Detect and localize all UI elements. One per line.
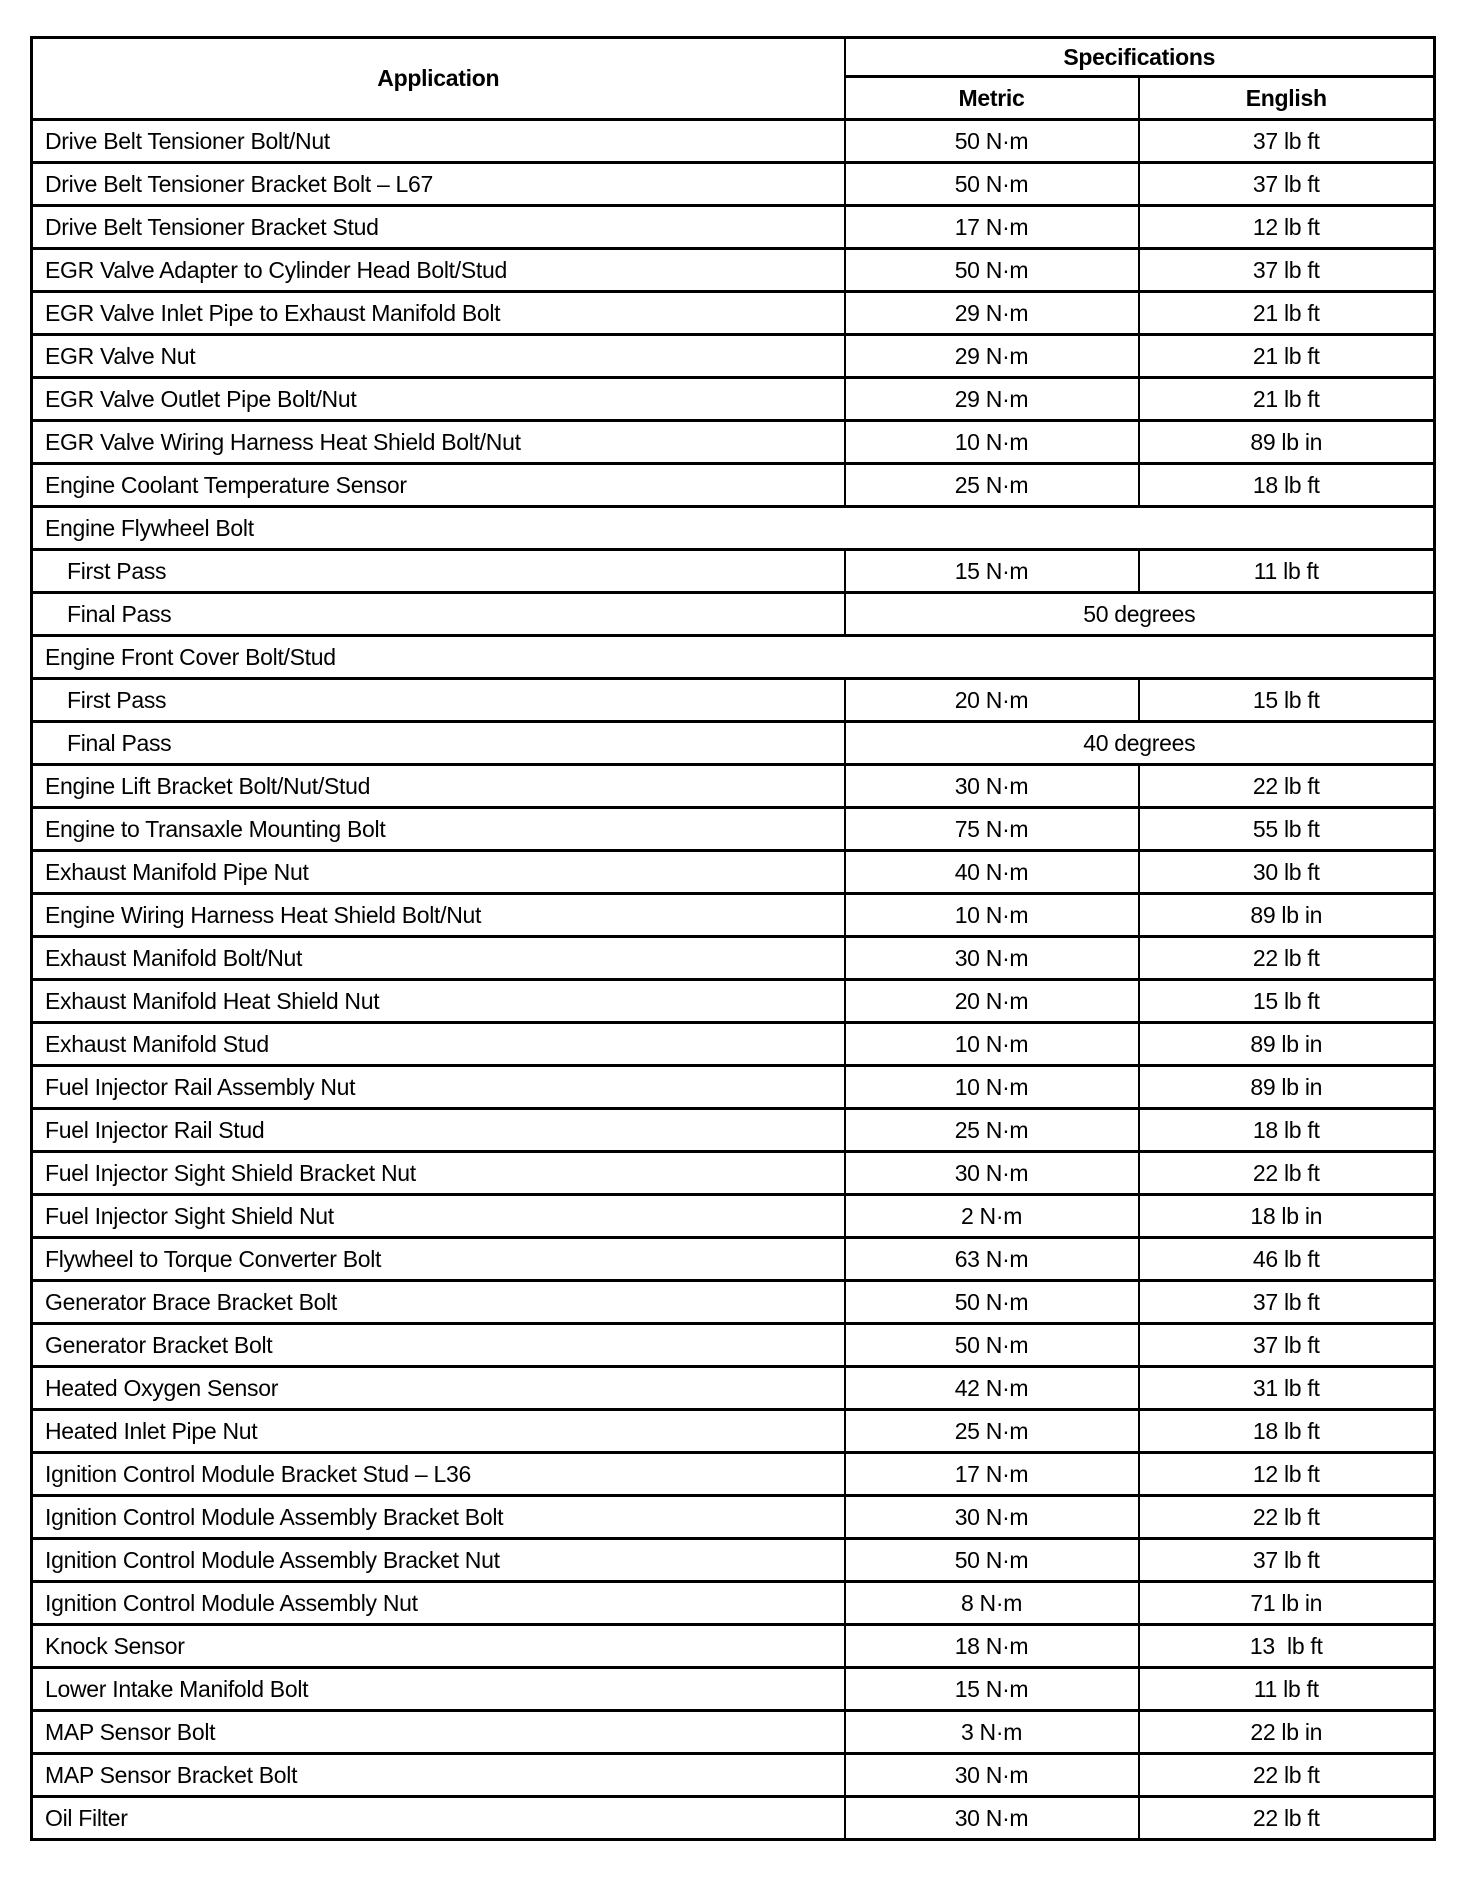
- table-row: [32, 1152, 1435, 1195]
- specification-cell: 40 degrees: [845, 722, 1435, 765]
- table-row: [32, 1195, 1435, 1238]
- metric-cell: 2 N·m: [845, 1195, 1139, 1238]
- table-row: [32, 722, 1435, 765]
- table-row: [32, 593, 1435, 636]
- metric-cell: 25 N·m: [845, 464, 1139, 507]
- application-cell: Drive Belt Tensioner Bracket Stud: [32, 206, 845, 249]
- english-cell: 22 lb ft: [1139, 1797, 1435, 1840]
- application-cell: Fuel Injector Sight Shield Bracket Nut: [32, 1152, 845, 1195]
- english-cell: 22 lb ft: [1139, 1754, 1435, 1797]
- table-row: [32, 1539, 1435, 1582]
- metric-cell: 50 N·m: [845, 163, 1139, 206]
- table-row: [32, 335, 1435, 378]
- application-cell: EGR Valve Adapter to Cylinder Head Bolt/Stud: [32, 249, 845, 292]
- application-cell: Drive Belt Tensioner Bolt/Nut: [32, 120, 845, 163]
- table-row: [32, 292, 1435, 335]
- metric-cell: 29 N·m: [845, 292, 1139, 335]
- metric-cell: 30 N·m: [845, 1496, 1139, 1539]
- metric-cell: 15 N·m: [845, 550, 1139, 593]
- application-cell: EGR Valve Outlet Pipe Bolt/Nut: [32, 378, 845, 421]
- english-cell: 89 lb in: [1139, 894, 1435, 937]
- application-cell: Fuel Injector Sight Shield Nut: [32, 1195, 845, 1238]
- table-row: [32, 808, 1435, 851]
- application-cell: Exhaust Manifold Pipe Nut: [32, 851, 845, 894]
- table-row: [32, 1754, 1435, 1797]
- metric-cell: 29 N·m: [845, 335, 1139, 378]
- application-cell: Generator Brace Bracket Bolt: [32, 1281, 845, 1324]
- table-row: [32, 1109, 1435, 1152]
- english-cell: 46 lb ft: [1139, 1238, 1435, 1281]
- application-cell: Heated Inlet Pipe Nut: [32, 1410, 845, 1453]
- metric-cell: 15 N·m: [845, 1668, 1139, 1711]
- english-cell: 37 lb ft: [1139, 120, 1435, 163]
- english-cell: 55 lb ft: [1139, 808, 1435, 851]
- application-cell: Ignition Control Module Assembly Bracket Bolt: [32, 1496, 845, 1539]
- metric-cell: 30 N·m: [845, 1797, 1139, 1840]
- table-row: [32, 421, 1435, 464]
- table-row: [32, 1625, 1435, 1668]
- english-cell: 89 lb in: [1139, 1023, 1435, 1066]
- application-cell: Ignition Control Module Assembly Nut: [32, 1582, 845, 1625]
- metric-cell: 40 N·m: [845, 851, 1139, 894]
- metric-cell: 10 N·m: [845, 1023, 1139, 1066]
- application-cell: Generator Bracket Bolt: [32, 1324, 845, 1367]
- table-row: [32, 980, 1435, 1023]
- english-cell: 89 lb in: [1139, 421, 1435, 464]
- torque-specifications-table: [30, 36, 1436, 1841]
- table-row: [32, 1324, 1435, 1367]
- application-cell: Engine Wiring Harness Heat Shield Bolt/Nut: [32, 894, 845, 937]
- english-cell: 37 lb ft: [1139, 1324, 1435, 1367]
- english-cell: 22 lb ft: [1139, 1496, 1435, 1539]
- metric-cell: 75 N·m: [845, 808, 1139, 851]
- specification-cell: 50 degrees: [845, 593, 1435, 636]
- table-row: [32, 851, 1435, 894]
- english-cell: 21 lb ft: [1139, 335, 1435, 378]
- application-cell: MAP Sensor Bolt: [32, 1711, 845, 1754]
- application-cell: Fuel Injector Rail Stud: [32, 1109, 845, 1152]
- application-cell: Final Pass: [32, 593, 845, 636]
- metric-cell: 30 N·m: [845, 765, 1139, 808]
- application-cell: Engine Coolant Temperature Sensor: [32, 464, 845, 507]
- english-cell: 22 lb in: [1139, 1711, 1435, 1754]
- english-cell: 37 lb ft: [1139, 249, 1435, 292]
- table-body: [32, 120, 1435, 1840]
- metric-cell: 3 N·m: [845, 1711, 1139, 1754]
- english-cell: 22 lb ft: [1139, 1152, 1435, 1195]
- application-cell: EGR Valve Inlet Pipe to Exhaust Manifold Bolt: [32, 292, 845, 335]
- english-cell: 15 lb ft: [1139, 980, 1435, 1023]
- table-group-row: [32, 507, 1435, 550]
- table-row: [32, 1023, 1435, 1066]
- english-cell: 12 lb ft: [1139, 206, 1435, 249]
- table-row: [32, 1496, 1435, 1539]
- application-cell: Flywheel to Torque Converter Bolt: [32, 1238, 845, 1281]
- metric-cell: 25 N·m: [845, 1410, 1139, 1453]
- application-cell: Exhaust Manifold Bolt/Nut: [32, 937, 845, 980]
- metric-cell: 50 N·m: [845, 249, 1139, 292]
- metric-cell: 50 N·m: [845, 1539, 1139, 1582]
- table-row: [32, 765, 1435, 808]
- application-cell: Heated Oxygen Sensor: [32, 1367, 845, 1410]
- header-specifications: Specifications: [845, 38, 1435, 77]
- application-cell: Exhaust Manifold Stud: [32, 1023, 845, 1066]
- table-group-row: [32, 636, 1435, 679]
- application-cell: Fuel Injector Rail Assembly Nut: [32, 1066, 845, 1109]
- english-cell: 31 lb ft: [1139, 1367, 1435, 1410]
- english-cell: 21 lb ft: [1139, 292, 1435, 335]
- header-english: English: [1139, 77, 1435, 120]
- table-row: [32, 1711, 1435, 1754]
- english-cell: 12 lb ft: [1139, 1453, 1435, 1496]
- english-cell: 18 lb ft: [1139, 1109, 1435, 1152]
- metric-cell: 30 N·m: [845, 1152, 1139, 1195]
- metric-cell: 10 N·m: [845, 1066, 1139, 1109]
- metric-cell: 20 N·m: [845, 980, 1139, 1023]
- table-row: [32, 1367, 1435, 1410]
- application-cell: Engine to Transaxle Mounting Bolt: [32, 808, 845, 851]
- english-cell: 22 lb ft: [1139, 937, 1435, 980]
- table-row: [32, 1281, 1435, 1324]
- metric-cell: 17 N·m: [845, 206, 1139, 249]
- application-cell: Engine Lift Bracket Bolt/Nut/Stud: [32, 765, 845, 808]
- table-row: [32, 464, 1435, 507]
- metric-cell: 25 N·m: [845, 1109, 1139, 1152]
- application-cell: Ignition Control Module Bracket Stud – L36: [32, 1453, 845, 1496]
- english-cell: 21 lb ft: [1139, 378, 1435, 421]
- english-cell: 37 lb ft: [1139, 1539, 1435, 1582]
- metric-cell: 63 N·m: [845, 1238, 1139, 1281]
- english-cell: 71 lb in: [1139, 1582, 1435, 1625]
- header-metric: Metric: [845, 77, 1139, 120]
- header-application: Application: [32, 38, 845, 120]
- metric-cell: 29 N·m: [845, 378, 1139, 421]
- table-row: [32, 1668, 1435, 1711]
- metric-cell: 30 N·m: [845, 1754, 1139, 1797]
- table-row: [32, 1582, 1435, 1625]
- table-row: [32, 1410, 1435, 1453]
- table-row: [32, 206, 1435, 249]
- metric-cell: 8 N·m: [845, 1582, 1139, 1625]
- english-cell: 11 lb ft: [1139, 550, 1435, 593]
- application-cell: Knock Sensor: [32, 1625, 845, 1668]
- english-cell: 18 lb in: [1139, 1195, 1435, 1238]
- metric-cell: 10 N·m: [845, 421, 1139, 464]
- application-cell: EGR Valve Nut: [32, 335, 845, 378]
- table-row: [32, 249, 1435, 292]
- application-cell: Engine Flywheel Bolt: [32, 507, 1435, 550]
- application-cell: Final Pass: [32, 722, 845, 765]
- table-header: [32, 38, 1435, 120]
- metric-cell: 10 N·m: [845, 894, 1139, 937]
- english-cell: 18 lb ft: [1139, 1410, 1435, 1453]
- application-cell: Exhaust Manifold Heat Shield Nut: [32, 980, 845, 1023]
- application-cell: Drive Belt Tensioner Bracket Bolt – L67: [32, 163, 845, 206]
- table-row: [32, 937, 1435, 980]
- table-row: [32, 378, 1435, 421]
- metric-cell: 50 N·m: [845, 1324, 1139, 1367]
- application-cell: Engine Front Cover Bolt/Stud: [32, 636, 1435, 679]
- english-cell: 30 lb ft: [1139, 851, 1435, 894]
- table-row: [32, 894, 1435, 937]
- english-cell: 22 lb ft: [1139, 765, 1435, 808]
- table-row: [32, 550, 1435, 593]
- application-cell: First Pass: [32, 679, 845, 722]
- application-cell: Ignition Control Module Assembly Bracket Nut: [32, 1539, 845, 1582]
- table-row: [32, 1066, 1435, 1109]
- application-cell: Oil Filter: [32, 1797, 845, 1840]
- english-cell: 37 lb ft: [1139, 1281, 1435, 1324]
- english-cell: 15 lb ft: [1139, 679, 1435, 722]
- metric-cell: 30 N·m: [845, 937, 1139, 980]
- english-cell: 11 lb ft: [1139, 1668, 1435, 1711]
- english-cell: 89 lb in: [1139, 1066, 1435, 1109]
- metric-cell: 50 N·m: [845, 1281, 1139, 1324]
- application-cell: Lower Intake Manifold Bolt: [32, 1668, 845, 1711]
- table-row: [32, 120, 1435, 163]
- table-row: [32, 163, 1435, 206]
- application-cell: EGR Valve Wiring Harness Heat Shield Bolt/Nut: [32, 421, 845, 464]
- application-cell: First Pass: [32, 550, 845, 593]
- metric-cell: 42 N·m: [845, 1367, 1139, 1410]
- metric-cell: 18 N·m: [845, 1625, 1139, 1668]
- application-cell: MAP Sensor Bracket Bolt: [32, 1754, 845, 1797]
- table-row: [32, 1797, 1435, 1840]
- english-cell: 37 lb ft: [1139, 163, 1435, 206]
- table-row: [32, 1453, 1435, 1496]
- english-cell: 13 lb ft: [1139, 1625, 1435, 1668]
- table-row: [32, 1238, 1435, 1281]
- table-row: [32, 679, 1435, 722]
- metric-cell: 20 N·m: [845, 679, 1139, 722]
- metric-cell: 50 N·m: [845, 120, 1139, 163]
- metric-cell: 17 N·m: [845, 1453, 1139, 1496]
- english-cell: 18 lb ft: [1139, 464, 1435, 507]
